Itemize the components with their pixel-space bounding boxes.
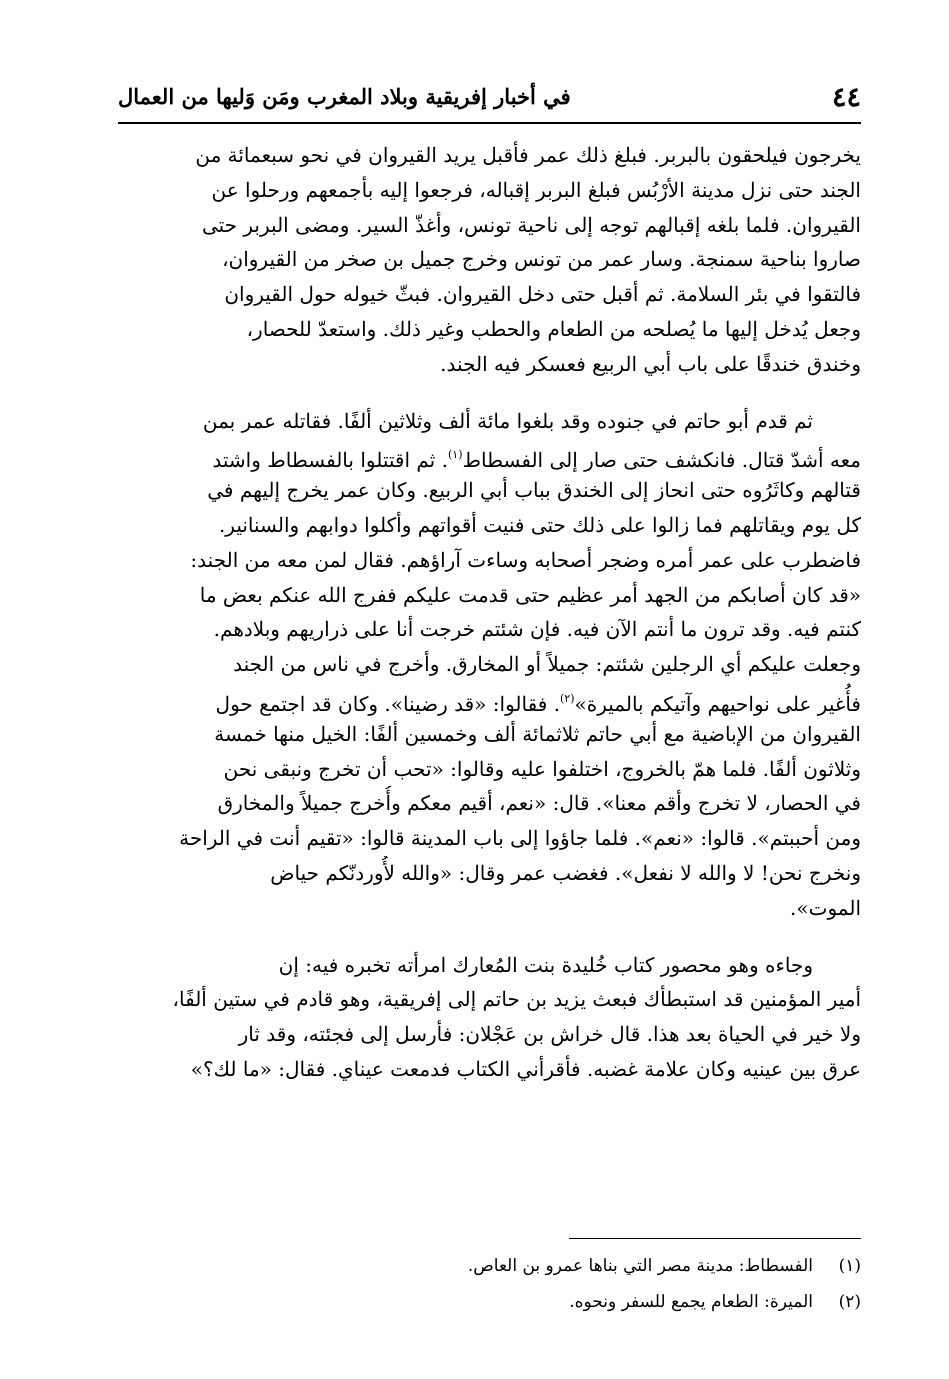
text-line: ثم قدم أبو حاتم في جنوده وقد بلغوا مائة ألف وثلاثين ألفًا. فقاتله عمر بمن: [202, 408, 813, 433]
text-line: وجعلت عليكم أي الرجلين شئتم: جميلاً أو المخارق. وأخرج في ناس من الجند: [233, 652, 861, 677]
text-line: الموت».: [790, 895, 861, 920]
text-line: وثلاثون ألفًا. فلما همّ بالخروج، اختلفوا عليه وقالوا: «تحب أن تخرج ونبقى نحن: [223, 756, 861, 781]
text-line: ولا خير في الحياة بعد هذا. قال خراش بن عَجْلان: فأرسل إلى فجئته، وقد ثار: [238, 1022, 861, 1047]
text-line: وجاءه وهو محصور كتاب خُليدة بنت المُعارك امرأته تخبره فيه: إن: [278, 952, 813, 977]
text-segment: . ثم اقتتلوا بالفسطاط واشتد: [212, 448, 448, 473]
text-line: عرق بين عينيه وكان علامة غضبه. فأقرأني الكتاب فدمعت عيناي. فقال: «ما لك؟»: [190, 1056, 861, 1081]
text-line: يخرجون فيلحقون بالبربر. فبلغ ذلك عمر فأقبل يريد القيروان في نحو سبعمائة من: [195, 143, 861, 167]
text-line: في الحصار، لا تخرج وأقم معنا». قال: «نعم، أقيم معكم وأُخرج جميلاً والمخارق: [217, 791, 861, 816]
footnote-divider: [569, 1238, 861, 1239]
page-header: [118, 82, 861, 124]
text-line: فالتقوا في بئر السلامة. ثم أقبل حتى دخل القيروان. فبثّ خيوله حول القيروان: [224, 282, 861, 307]
text-line-with-footnote-ref: [118, 682, 861, 717]
text-line: ومن أحببتم». قالوا: «نعم». فلما جاؤوا إلى باب المدينة قالوا: «تقيم أنت في الراحة: [179, 826, 861, 851]
footnote-text: الفسطاط: مدينة مصر التي بناها عمرو بن العاص.: [467, 1256, 813, 1276]
footnotes: [118, 1248, 861, 1320]
text-line: وخندق خندقًا على باب أبي الربيع فعسكر فيه الجند.: [440, 351, 861, 376]
running-title: في أخبار إفريقية وبلاد المغرب ومَن وَليها من العمال: [118, 84, 571, 109]
text-line: القيروان. فلما بلغه إقبالهم توجه إلى ناحية تونس، وأغذّ السير. ومضى البربر حتى: [201, 212, 861, 237]
main-text: [118, 138, 861, 1087]
footnote-reference[interactable]: (٢): [559, 691, 575, 705]
text-line: كنتم فيه. وقد ترون ما أنتم الآن فيه. فإن شئتم خرجت أنا على ذراريهم وبلادهم.: [213, 617, 861, 642]
footnote-number: (١): [838, 1256, 861, 1276]
footnote-item: [118, 1248, 861, 1284]
text-line-with-footnote-ref: [118, 438, 861, 473]
text-line: الجند حتى نزل مدينة الأرْبُس فبلغ البربر إقباله، فرجعوا إليه بأجمعهم ورحلوا عن: [211, 177, 861, 202]
page-number: ٤٤: [831, 82, 861, 113]
text-line: كل يوم ويقاتلهم فما زالوا على ذلك حتى فنيت أقواتهم وأكلوا دوابهم والسنانير.: [218, 512, 861, 537]
footnote-number: (٢): [838, 1292, 861, 1312]
text-line: القيروان من الإباضية مع أبي حاتم ثلاثمائة ألف وخمسين ألفًا: الخيل منها خمسة: [214, 721, 861, 746]
text-line: ونخرج نحن! لا والله لا نفعل». فغضب عمر وقال: «والله لأُوردنّكم حياض: [270, 860, 861, 885]
text-line: «قد كان أصابكم من الجهد أمر عظيم حتى قدمت عليكم ففرج الله عنكم بعض ما: [199, 582, 861, 607]
footnote-reference[interactable]: (١): [447, 448, 463, 462]
text-line: صاروا بناحية سمنجة. وسار عمر من تونس وخرج جميل بن صخر من القيروان،: [222, 247, 861, 272]
footnote-text: الميرة: الطعام يجمع للسفر ونحوه.: [569, 1292, 813, 1312]
text-line: فاضطرب على عمر أمره وضجر أصحابه وساءت آراؤهم. فقال لمن معه من الجند:: [190, 547, 861, 572]
text-line: وجعل يُدخل إليها ما يُصلحه من الطعام والحطب وغير ذلك. واستعدّ للحصار،: [246, 316, 861, 341]
text-line: قتالهم وكاثَرُوه حتى انحاز إلى الخندق بباب أبي الربيع. وكان عمر يخرج إليهم في: [207, 478, 861, 503]
footnote-item: [118, 1284, 861, 1320]
text-segment: . فقالوا: «قد رضينا». وكان قد اجتمع حول: [215, 691, 560, 716]
text-segment: معه أشدّ قتال. فانكشف حتى صار إلى الفسطاط: [462, 448, 861, 473]
text-line: أمير المؤمنين قد استبطأك فبعث يزيد بن حاتم إلى إفريقية، وهو قادم في ستين ألفًا،: [172, 987, 861, 1012]
text-segment: فأُغير على نواحيهم وآتيكم بالميرة»: [574, 691, 861, 716]
